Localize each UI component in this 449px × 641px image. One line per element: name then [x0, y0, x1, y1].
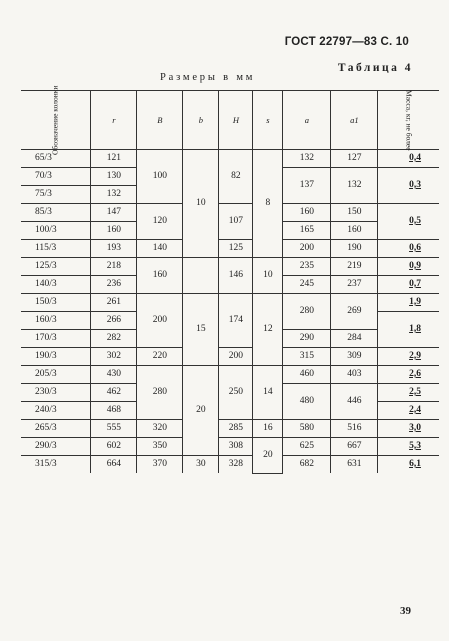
col-header-a1: a1: [331, 91, 378, 150]
cell-r: 218: [91, 258, 137, 276]
cell-a: 132: [283, 150, 331, 168]
cell-B: 160: [137, 258, 183, 294]
table-row: [21, 294, 439, 312]
cell-a1: 516: [331, 420, 378, 438]
cell-a1: 631: [331, 456, 378, 474]
cell-designation: 65/3: [21, 150, 91, 168]
page-header: ГОСТ 22797—83 С. 10: [284, 36, 409, 48]
cell-r: 193: [91, 240, 137, 258]
cell-designation: 290/3: [21, 438, 91, 456]
table-number: Таблица 4: [337, 62, 413, 74]
table-header-row: [21, 91, 439, 150]
cell-mass: 2,5: [378, 384, 439, 402]
cell-a: 280: [283, 294, 331, 330]
cell-B: 120: [137, 204, 183, 240]
cell-B: 370: [137, 456, 183, 474]
cell-r: 555: [91, 420, 137, 438]
cell-s: 10: [253, 258, 283, 294]
cell-mass: 0,3: [378, 168, 439, 204]
cell-mass: 3,0: [378, 420, 439, 438]
cell-mass: 0,7: [378, 276, 439, 294]
cell-b: 10: [183, 150, 219, 258]
cell-a: 480: [283, 384, 331, 420]
cell-designation: 115/3: [21, 240, 91, 258]
cell-a: 460: [283, 366, 331, 384]
cell-a: 580: [283, 420, 331, 438]
cell-b: 15: [183, 294, 219, 366]
cell-mass: 2,4: [378, 402, 439, 420]
cell-mass: 0,9: [378, 258, 439, 276]
cell-designation: 315/3: [21, 456, 91, 474]
cell-designation: 85/3: [21, 204, 91, 222]
cell-H: 200: [219, 348, 253, 366]
cell-mass: 2,6: [378, 366, 439, 384]
cell-a: 245: [283, 276, 331, 294]
cell-a: 235: [283, 258, 331, 276]
cell-b-blank: [183, 258, 219, 294]
cell-H: 146: [219, 258, 253, 294]
table-caption: Размеры в мм: [160, 72, 256, 83]
cell-a1: 219: [331, 258, 378, 276]
cell-a: 315: [283, 348, 331, 366]
cell-b: 30: [183, 456, 219, 474]
cell-B: 200: [137, 294, 183, 348]
cell-r: 664: [91, 456, 137, 474]
cell-a1: 150: [331, 204, 378, 222]
col-header-r: r: [91, 91, 137, 150]
cell-B: 220: [137, 348, 183, 366]
cell-mass: 2,9: [378, 348, 439, 366]
cell-designation: 230/3: [21, 384, 91, 402]
table-row: [21, 348, 439, 366]
col-header-H: H: [219, 91, 253, 150]
cell-a: 160: [283, 204, 331, 222]
cell-r: 261: [91, 294, 137, 312]
cell-a: 200: [283, 240, 331, 258]
col-header-b: b: [183, 91, 219, 150]
col-header-mass: Масса, кг, не более: [378, 91, 439, 150]
cell-H: 250: [219, 366, 253, 420]
table-row: [21, 240, 439, 258]
cell-r: 121: [91, 150, 137, 168]
table-row: [21, 258, 439, 276]
cell-a1: 284: [331, 330, 378, 348]
cell-mass: 6,1: [378, 456, 439, 474]
cell-a1: 446: [331, 384, 378, 420]
cell-s: 12: [253, 294, 283, 366]
cell-r: 236: [91, 276, 137, 294]
cell-designation: 125/3: [21, 258, 91, 276]
cell-a: 165: [283, 222, 331, 240]
cell-a1: 667: [331, 438, 378, 456]
cell-designation: 170/3: [21, 330, 91, 348]
cell-r: 266: [91, 312, 137, 330]
cell-mass: 1,9: [378, 294, 439, 312]
table-row: [21, 150, 439, 168]
cell-designation: 140/3: [21, 276, 91, 294]
page-number: 39: [400, 605, 411, 617]
cell-B: 100: [137, 150, 183, 204]
col-header-s: s: [253, 91, 283, 150]
cell-mass: 0,5: [378, 204, 439, 240]
cell-designation: 150/3: [21, 294, 91, 312]
cell-a: 290: [283, 330, 331, 348]
table-row: [21, 420, 439, 438]
cell-designation: 205/3: [21, 366, 91, 384]
cell-r: 160: [91, 222, 137, 240]
cell-r: 462: [91, 384, 137, 402]
cell-designation: 240/3: [21, 402, 91, 420]
dimensions-table: [21, 85, 439, 474]
cell-designation: 160/3: [21, 312, 91, 330]
table-row: [21, 438, 439, 456]
cell-s: 8: [253, 150, 283, 258]
cell-s: 16: [253, 420, 283, 438]
cell-designation: 265/3: [21, 420, 91, 438]
cell-b: 20: [183, 366, 219, 456]
cell-r: 468: [91, 402, 137, 420]
col-header-B: B: [137, 91, 183, 150]
cell-a1: 269: [331, 294, 378, 330]
table-row: [21, 456, 439, 474]
table-row: [21, 204, 439, 222]
cell-a1: 190: [331, 240, 378, 258]
cell-r: 147: [91, 204, 137, 222]
cell-mass: 0,4: [378, 150, 439, 168]
cell-mass: 0,6: [378, 240, 439, 258]
cell-H: 308: [219, 438, 253, 456]
table-row: [21, 366, 439, 384]
cell-r: 602: [91, 438, 137, 456]
cell-a1: 403: [331, 366, 378, 384]
cell-s: 20: [253, 438, 283, 474]
cell-B: 140: [137, 240, 183, 258]
col-header-a: a: [283, 91, 331, 150]
cell-designation: 75/3: [21, 186, 91, 204]
cell-s: 14: [253, 366, 283, 420]
cell-a1: 127: [331, 150, 378, 168]
cell-a1: 132: [331, 168, 378, 204]
cell-a1: 160: [331, 222, 378, 240]
cell-H: 107: [219, 204, 253, 240]
col-header-designation: Обозначение колонки: [21, 91, 91, 150]
cell-a1: 237: [331, 276, 378, 294]
cell-designation: 190/3: [21, 348, 91, 366]
cell-a: 625: [283, 438, 331, 456]
cell-a1: 309: [331, 348, 378, 366]
cell-designation: 100/3: [21, 222, 91, 240]
cell-designation: 70/3: [21, 168, 91, 186]
cell-H: 125: [219, 240, 253, 258]
cell-H: 174: [219, 294, 253, 348]
cell-B: 320: [137, 420, 183, 438]
cell-H: 328: [219, 456, 253, 474]
cell-B: 350: [137, 438, 183, 456]
cell-mass: 1,8: [378, 312, 439, 348]
cell-r: 302: [91, 348, 137, 366]
cell-B: 280: [137, 366, 183, 420]
cell-r: 132: [91, 186, 137, 204]
cell-H: 82: [219, 150, 253, 204]
cell-mass: 5,3: [378, 438, 439, 456]
cell-r: 430: [91, 366, 137, 384]
cell-a: 682: [283, 456, 331, 474]
cell-H: 285: [219, 420, 253, 438]
cell-a: 137: [283, 168, 331, 204]
cell-r: 130: [91, 168, 137, 186]
cell-r: 282: [91, 330, 137, 348]
